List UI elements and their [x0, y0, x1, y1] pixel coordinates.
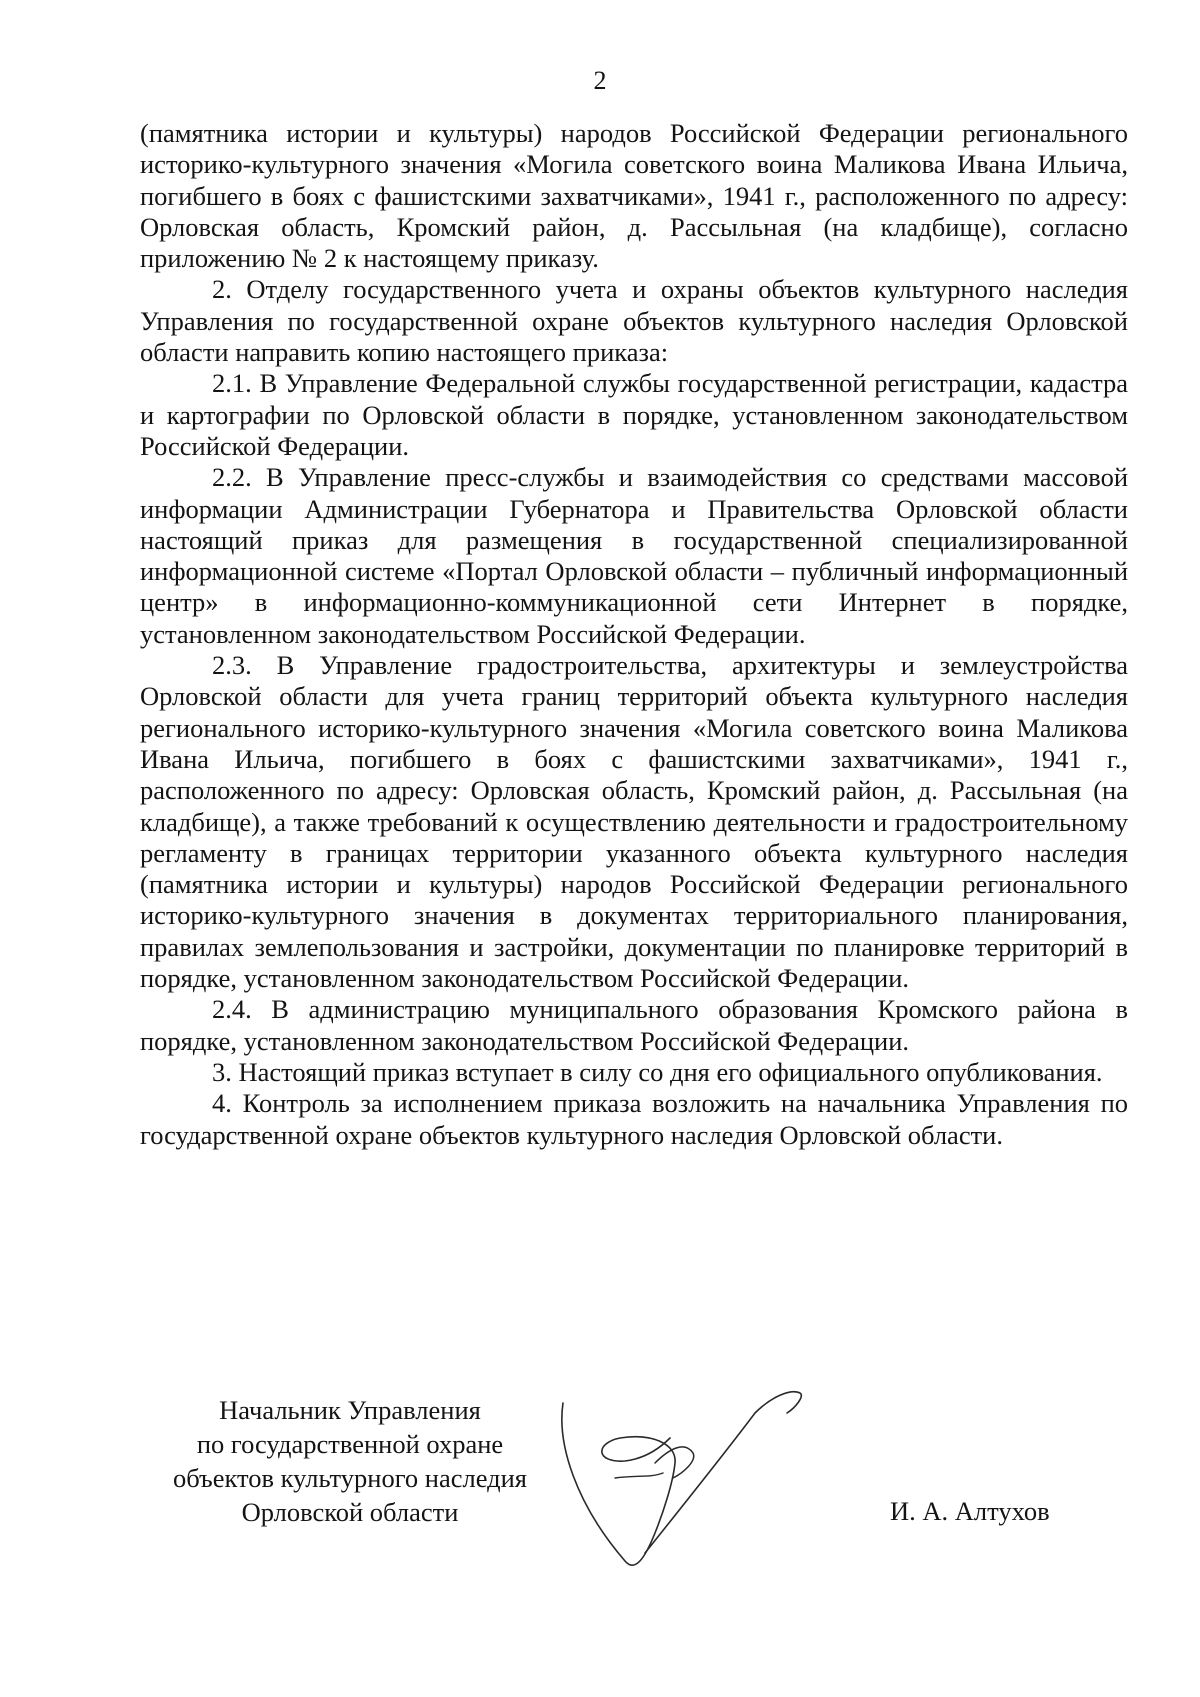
signatory-position-line: по государственной охране [196, 1429, 504, 1459]
signatory-position-line: объектов культурного наследия [172, 1463, 527, 1493]
paragraph-item-2-3: 2.3. В Управление градостроительства, архитектуры и землеустройства Орловской области для учета границ территорий объекта культурного наследия регионального историко-культурного значения «Могила советского воина Маликова Ивана Ильича, погибшего в боях с фашистскими захватчиками», 1941 г., расположенного по адресу: Орловская область, Кромский район, д. Рассыльная (на кладбище), а также требований к осуществлению деятельности и градостроительному регламенту в границах территории указанного объекта культурного наследия (памятника истории и культуры) народов Российской Федерации регионального историко-культурного значения в документах территориального планирования, правилах землепользования и застройки, документации по планировке территорий в порядке, установленном законодательством Российской Федерации. [140, 650, 1128, 994]
paragraph-item-3: 3. Настоящий приказ вступает в силу со дня его официального опубликования. [212, 1056, 1103, 1087]
paragraph-item-2-4: 2.4. В администрацию муниципального образования Кромского района в порядке, установленном законодательством Российской Федерации. [140, 994, 1128, 1056]
signatory-position-line: Начальник Управления [219, 1395, 481, 1425]
signatory-position [130, 1393, 570, 1529]
signatory-name: И. А. Алтухов [890, 1496, 1050, 1526]
signatory-position-line: Орловской области [241, 1497, 459, 1527]
paragraph-item-2-1: 2.1. В Управление Федеральной службы государственной регистрации, кадастра и картографии по Орловской области в порядке, установленном законодательством Российской Федерации. [140, 368, 1128, 461]
handwritten-signature [555, 1383, 835, 1583]
paragraph-item-4: 4. Контроль за исполнением приказа возложить на начальника Управления по государственной охране объектов культурного наследия Орловской области. [140, 1088, 1128, 1150]
paragraph-item-2: 2. Отделу государственного учета и охраны объектов культурного наследия Управления по государственной охране объектов культурного наследия Орловской области направить копию настоящего приказа: [140, 274, 1128, 368]
page-number: 2 [593, 66, 607, 95]
order-body [140, 118, 1128, 1151]
paragraph-item-2-2: 2.2. В Управление пресс-службы и взаимодействия со средствами массовой информации Администрации Губернатора и Правительства Орловской области настоящий приказ для размещения в государственной специализированной информационной системе «Портал Орловской области – публичный информационный центр» в информационно-коммуникационной сети Интернет в порядке, установленном законодательством Российской Федерации. [140, 462, 1128, 649]
paragraph-continuation: (памятника истории и культуры) народов Российской Федерации регионального историко-культурного значения «Могила советского воина Маликова Ивана Ильича, погибшего в боях с фашистскими захватчиками», 1941 г., расположенного по адресу: Орловская область, Кромский район, д. Рассыльная (на кладбище), согласно приложению № 2 к настоящему приказу. [140, 118, 1128, 274]
